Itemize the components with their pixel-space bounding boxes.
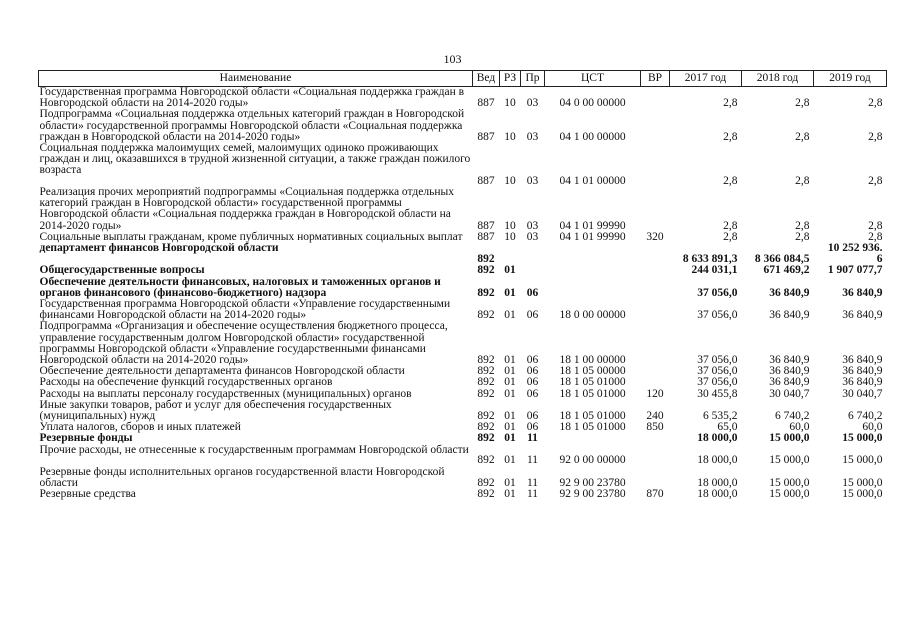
cell-ved: 887 (477, 97, 495, 110)
cell-2017: 18 000,0 (697, 454, 738, 467)
cell-2017: 18 000,0 (697, 488, 738, 501)
header-vr: ВР (641, 71, 670, 87)
cell-rz: 10 (504, 219, 516, 232)
table-row (39, 87, 887, 110)
cell-vr (641, 187, 670, 232)
cell-2017: 37 056,0 (697, 354, 738, 367)
cell-rz: 10 (504, 97, 516, 110)
cell-name: Обеспечение деятельности департамента финансов Новгородской области (39, 365, 405, 378)
cell-2018: 6 740,2 (775, 410, 810, 423)
cell-rz: 01 (504, 387, 516, 400)
header-ved: Вед (473, 71, 500, 87)
cell-vr (641, 366, 670, 377)
table-row (39, 422, 887, 433)
cell-2018: 15 000,0 (769, 454, 810, 467)
cell-vr: 240 (646, 410, 664, 423)
cell-vr: 850 (646, 421, 664, 434)
cell-ved: 892 (477, 286, 495, 299)
cell-rz: 01 (504, 432, 516, 445)
cell-2018: 15 000,0 (769, 476, 810, 489)
table-row (39, 299, 887, 321)
cell-2018: 2,8 (795, 219, 810, 232)
cell-2017: 18 000,0 (697, 432, 738, 445)
cell-ved: 892 (477, 253, 495, 266)
cell-rz: 01 (504, 476, 516, 489)
cell-rz: 01 (504, 488, 516, 501)
header-cst: ЦСТ (545, 71, 641, 87)
cell-2019: 15 000,0 (842, 432, 883, 445)
cell-2018: 8 366 084,5 (754, 253, 810, 266)
cell-cst: 92 0 00 00000 (559, 454, 626, 467)
cell-ved: 892 (477, 354, 495, 367)
cell-2019: 6 740,2 (848, 410, 883, 423)
cell-2017: 37 056,0 (697, 376, 738, 389)
cell-rz: 01 (504, 410, 516, 423)
table-row (39, 489, 887, 500)
cell-ved: 892 (477, 264, 495, 277)
table-body (39, 87, 887, 501)
cell-cst: 18 1 05 01000 (559, 376, 626, 389)
cell-rz: 10 (504, 174, 516, 187)
cell-cst: 04 1 01 99990 (559, 219, 626, 232)
cell-2018: 36 840,9 (769, 309, 810, 322)
table-row (39, 467, 887, 489)
header-2018: 2018 год (742, 71, 814, 87)
page-number: 103 (443, 52, 462, 66)
cell-ved: 892 (477, 488, 495, 501)
table-row (39, 243, 887, 265)
header-pr: Пр (521, 71, 545, 87)
cell-name: Уплата налогов, сборов и иных платежей (39, 421, 241, 434)
cell-vr (641, 433, 670, 444)
budget-table (38, 70, 887, 500)
cell-cst: 04 1 00 00000 (559, 130, 626, 143)
cell-ved: 892 (477, 365, 495, 378)
cell-name: Резервные фонды (39, 432, 133, 445)
cell-name: Расходы на выплаты персоналу государственных (муниципальных) органов (39, 387, 412, 400)
cell-vr (641, 143, 670, 187)
cell-pr: 06 (526, 286, 539, 299)
cell-pr: 11 (527, 432, 538, 445)
cell-cst: 04 0 00 00000 (559, 97, 626, 110)
cell-name: Реализация прочих мероприятий подпрограммы «Социальная поддержка отдельных категорий граждан в Новгородской области» государственной программы Новгородской области «Социальная поддержка граждан в Новгородской области на 2014-2020 годы» (39, 186, 454, 232)
cell-2019: 2,8 (868, 219, 883, 232)
cell-2017: 37 056,0 (697, 286, 738, 299)
cell-name: Общегосударственные вопросы (39, 264, 205, 277)
cell-cst: 18 1 00 00000 (559, 354, 626, 367)
cell-cst (545, 433, 641, 444)
cell-2017: 6 535,2 (703, 410, 738, 423)
cell-cst: 92 9 00 23780 (559, 476, 626, 489)
cell-2017: 37 056,0 (697, 365, 738, 378)
cell-vr: 120 (646, 387, 664, 400)
table-row (39, 377, 887, 388)
cell-cst: 18 1 05 01000 (559, 387, 626, 400)
cell-pr: 11 (526, 488, 539, 501)
cell-cst: 04 1 01 00000 (559, 174, 626, 187)
cell-name: Подпрограмма «Социальная поддержка отдельных категорий граждан в Новгородской области» государственной программы Новгородской области «Социальная поддержка граждан в Новгородской области на 2014-2020 годы» (39, 108, 465, 143)
table-header-row (39, 71, 887, 87)
cell-2018: 36 840,9 (769, 354, 810, 367)
cell-vr: 870 (646, 488, 664, 501)
header-2017: 2017 год (670, 71, 742, 87)
cell-name: Иные закупки товаров, работ и услуг для обеспечения государственных (муниципальных) нужд (39, 398, 392, 423)
cell-2018: 60,0 (789, 421, 810, 434)
cell-rz: 01 (504, 376, 516, 389)
cell-pr: 06 (526, 365, 539, 378)
cell-pr: 11 (526, 476, 539, 489)
cell-cst: 04 1 01 99990 (559, 230, 626, 243)
cell-2019: 2,8 (868, 230, 883, 243)
cell-pr (521, 265, 545, 276)
cell-2018: 36 840,9 (769, 376, 810, 389)
cell-cst (545, 277, 641, 299)
cell-2018: 2,8 (795, 174, 810, 187)
cell-2019: 15 000,0 (842, 454, 883, 467)
table-row (39, 187, 887, 232)
table-row (39, 143, 887, 187)
cell-2017: 2,8 (723, 174, 738, 187)
cell-vr (641, 243, 670, 265)
cell-rz: 01 (504, 421, 516, 434)
cell-2018: 671 469,2 (763, 264, 810, 277)
cell-2017: 2,8 (723, 97, 738, 110)
cell-rz: 01 (504, 286, 516, 299)
cell-2018: 2,8 (795, 230, 810, 243)
cell-name: Социальные выплаты гражданам, кроме публичных нормативных социальных выплат (39, 230, 463, 243)
cell-vr (641, 87, 670, 110)
table-row (39, 265, 887, 276)
cell-2019: 15 000,0 (842, 488, 883, 501)
cell-cst (545, 243, 641, 265)
cell-cst: 18 1 05 01000 (559, 410, 626, 423)
cell-2019: 36 840,9 (842, 354, 883, 367)
cell-pr: 03 (526, 130, 539, 143)
cell-2017: 30 455,8 (697, 387, 738, 400)
cell-2017: 18 000,0 (697, 476, 738, 489)
cell-vr: 320 (646, 230, 664, 243)
cell-pr: 11 (526, 454, 539, 467)
cell-2019: 15 000,0 (842, 476, 883, 489)
cell-pr: 06 (526, 309, 539, 322)
cell-pr: 03 (526, 230, 539, 243)
cell-name: Обеспечение деятельности финансовых, налоговых и таможенных органов и органов финансового (финансово-бюджетного) надзора (39, 275, 441, 299)
cell-2018: 15 000,0 (769, 432, 810, 445)
cell-2019: 2,8 (868, 174, 883, 187)
cell-cst (545, 265, 641, 276)
cell-2019: 30 040,7 (842, 387, 883, 400)
table-row (39, 277, 887, 299)
cell-name: Государственная программа Новгородской области «Управление государственными финансами Новгородской области на 2014-2020 годы» (39, 298, 451, 322)
cell-ved: 887 (477, 230, 495, 243)
cell-rz: 01 (504, 309, 516, 322)
cell-name: департамент финансов Новгородской области (39, 242, 279, 255)
cell-vr (641, 109, 670, 143)
cell-2018: 36 840,9 (769, 286, 810, 299)
cell-2019: 2,8 (868, 97, 883, 110)
cell-ved: 892 (477, 454, 495, 467)
cell-rz: 01 (504, 454, 516, 467)
header-name: Наименование (39, 71, 473, 87)
cell-vr (641, 299, 670, 321)
cell-name: Государственная программа Новгородской области «Социальная поддержка граждан в Новгородской области на 2014-2020 годы» (39, 86, 465, 110)
cell-2019: 36 840,9 (842, 365, 883, 378)
cell-vr (641, 377, 670, 388)
table-row (39, 400, 887, 422)
cell-2019: 60,0 (862, 421, 883, 434)
header-rz: РЗ (500, 71, 521, 87)
cell-vr (641, 445, 670, 467)
cell-pr: 06 (526, 421, 539, 434)
cell-ved: 887 (477, 174, 495, 187)
cell-pr: 06 (526, 410, 539, 423)
cell-cst: 92 9 00 23780 (559, 488, 626, 501)
cell-pr: 03 (526, 97, 539, 110)
cell-name: Резервные средства (39, 488, 136, 501)
cell-ved: 892 (477, 476, 495, 489)
cell-ved: 892 (477, 309, 495, 322)
cell-cst: 18 1 05 00000 (559, 365, 626, 378)
cell-2017: 37 056,0 (697, 309, 738, 322)
cell-2019: 36 840,9 (842, 286, 883, 299)
cell-vr (641, 277, 670, 299)
cell-pr (521, 243, 545, 265)
cell-name: Расходы на обеспечение функций государственных органов (39, 376, 333, 389)
cell-pr: 06 (526, 376, 539, 389)
cell-name: Резервные фонды исполнительных органов государственной власти Новгородской области (39, 465, 445, 489)
cell-rz: 10 (504, 230, 516, 243)
cell-ved: 887 (477, 130, 495, 143)
cell-cst: 18 1 05 01000 (559, 421, 626, 434)
table-row (39, 109, 887, 143)
cell-ved: 892 (477, 387, 495, 400)
cell-ved: 892 (477, 421, 495, 434)
cell-2017: 65,0 (717, 421, 738, 434)
cell-2019: 36 840,9 (842, 376, 883, 389)
cell-2018: 30 040,7 (769, 387, 810, 400)
table-row (39, 321, 887, 366)
cell-2017: 8 633 891,3 (682, 253, 738, 266)
cell-2017: 2,8 (723, 130, 738, 143)
cell-pr: 06 (526, 354, 539, 367)
cell-rz: 10 (504, 130, 516, 143)
cell-2017: 2,8 (723, 230, 738, 243)
cell-2017: 244 031,1 (691, 264, 738, 277)
cell-2019: 1 907 077,7 (827, 264, 883, 277)
cell-vr (641, 265, 670, 276)
cell-pr: 03 (526, 174, 539, 187)
cell-rz: 01 (504, 365, 516, 378)
cell-pr: 06 (526, 387, 539, 400)
cell-2018: 2,8 (795, 130, 810, 143)
cell-2017: 2,8 (723, 219, 738, 232)
cell-rz (500, 243, 521, 265)
cell-2018: 2,8 (795, 97, 810, 110)
cell-ved: 892 (477, 432, 495, 445)
cell-pr: 03 (526, 219, 539, 232)
cell-ved: 892 (477, 376, 495, 389)
cell-2018: 15 000,0 (769, 488, 810, 501)
table-row (39, 433, 887, 444)
cell-cst: 18 0 00 00000 (559, 309, 626, 322)
cell-2019: 10 252 936. 6 (827, 242, 883, 266)
table-row (39, 445, 887, 467)
cell-ved: 887 (477, 219, 495, 232)
cell-2018: 36 840,9 (769, 365, 810, 378)
cell-vr (641, 321, 670, 366)
cell-rz: 01 (504, 264, 516, 277)
cell-name: Прочие расходы, не отнесенные к государственным программам Новгородской области (39, 443, 469, 456)
cell-2019: 36 840,9 (842, 309, 883, 322)
cell-2019: 2,8 (868, 130, 883, 143)
cell-rz: 01 (504, 354, 516, 367)
cell-ved: 892 (477, 410, 495, 423)
cell-vr (641, 467, 670, 489)
cell-name: Социальная поддержка малоимущих семей, малоимущих одиноко проживающих граждан и лиц, оказавшихся в трудной жизненной ситуации, а также граждан пожилого возраста (39, 142, 471, 177)
cell-name: Подпрограмма «Организация и обеспечение осуществления бюджетного процесса, управление государственным долгом Новгородской области» государственной программы Новгородской области «Управление государственными финансами Новгородской области на 2014-2020 годы» (39, 320, 448, 367)
header-2019: 2019 год (814, 71, 887, 87)
